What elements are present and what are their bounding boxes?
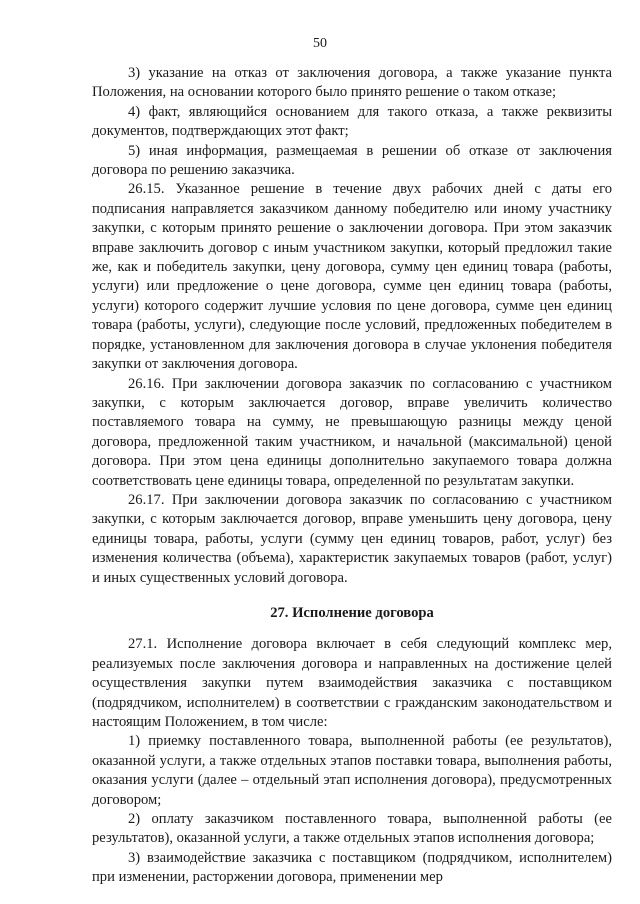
paragraph-item-3-cont: 3) взаимодействие заказчика с поставщиком (подрядчиком, исполнителем) при изменении, расторжении договора, применении мер <box>92 849 612 886</box>
paragraph-26-15: 26.15. Указанное решение в течение двух рабочих дней с даты его подписания направляется заказчиком данному победителю или иному участнику закупки, с которым принято решение о заключении договора. При этом заказчик вправе заключить договор с иным участником закупки, который предложил такие же, как и победитель закупки, цену договора, сумму цен единиц товара (работы, услуги) или предложение о цене договора, сумме цен единиц товара (работы, услуги) которого содержит лучшие условия по цене договора, сумме цен единиц товара (работы, услуги), следующие после условий, предложенных победителем в порядке, установленном для заключения договора в случае уклонения победителя закупки от заключения договора. <box>92 181 612 373</box>
paragraph-27-1: 27.1. Исполнение договора включает в себя следующий комплекс мер, реализуемых после заключения договора и направленных на достижение целей осуществления закупки путем взаимодействия заказчика с поставщиком (подрядчиком, исполнителем) в соответствии с гражданским законодательством и настоящим Положением, в том числе: <box>92 636 612 730</box>
paragraph-item-3: 3) указание на отказ от заключения договора, а также указание пункта Положения, на основании которого было принято решение о таком отказе; <box>92 65 612 101</box>
paragraph-26-16: 26.16. При заключении договора заказчик по согласованию с участником закупки, с которым заключается договор, вправе увеличить количество поставляемого товара на сумму, не превышающую разницы между ценой договора, предложенной таким участником, и начальной (максимальной) ценой договора. При этом цена единицы дополнительно закупаемого товара должна соответствовать цене единицы товара, определенной по результатам закупки. <box>92 375 612 489</box>
paragraph-item-1: 1) приемку поставленного товара, выполненной работы (ее результатов), оказанной услуги, а также отдельных этапов поставки товара, выполнения работы, оказания услуги (далее – отдельный этап исполнения договора), предусмотренных договором; <box>92 733 612 808</box>
paragraph-item-2: 2) оплату заказчиком поставленного товара, выполненной работы (ее результатов), оказанной услуги, а также отдельных этапов исполнения договора; <box>92 811 612 847</box>
document-body <box>92 64 612 888</box>
paragraph-item-5: 5) иная информация, размещаемая в решении об отказе от заключения договора по решению заказчика. <box>92 142 612 179</box>
paragraph-item-4: 4) факт, являющийся основанием для такого отказа, а также реквизиты документов, подтверждающих этот факт; <box>92 103 612 140</box>
paragraph-26-17: 26.17. При заключении договора заказчик по согласованию с участником закупки, с которым заключается договор, вправе уменьшить цену договора, цену единицы товара, работы, услуги (сумму цен единиц товаров, работ, услуг) без изменения количества (объема), характеристик закупаемых товаров (работ, услуг) и иных существенных условий договора. <box>92 491 612 586</box>
page-number: 50 <box>313 36 327 51</box>
section-heading: 27. Исполнение договора <box>270 604 434 621</box>
